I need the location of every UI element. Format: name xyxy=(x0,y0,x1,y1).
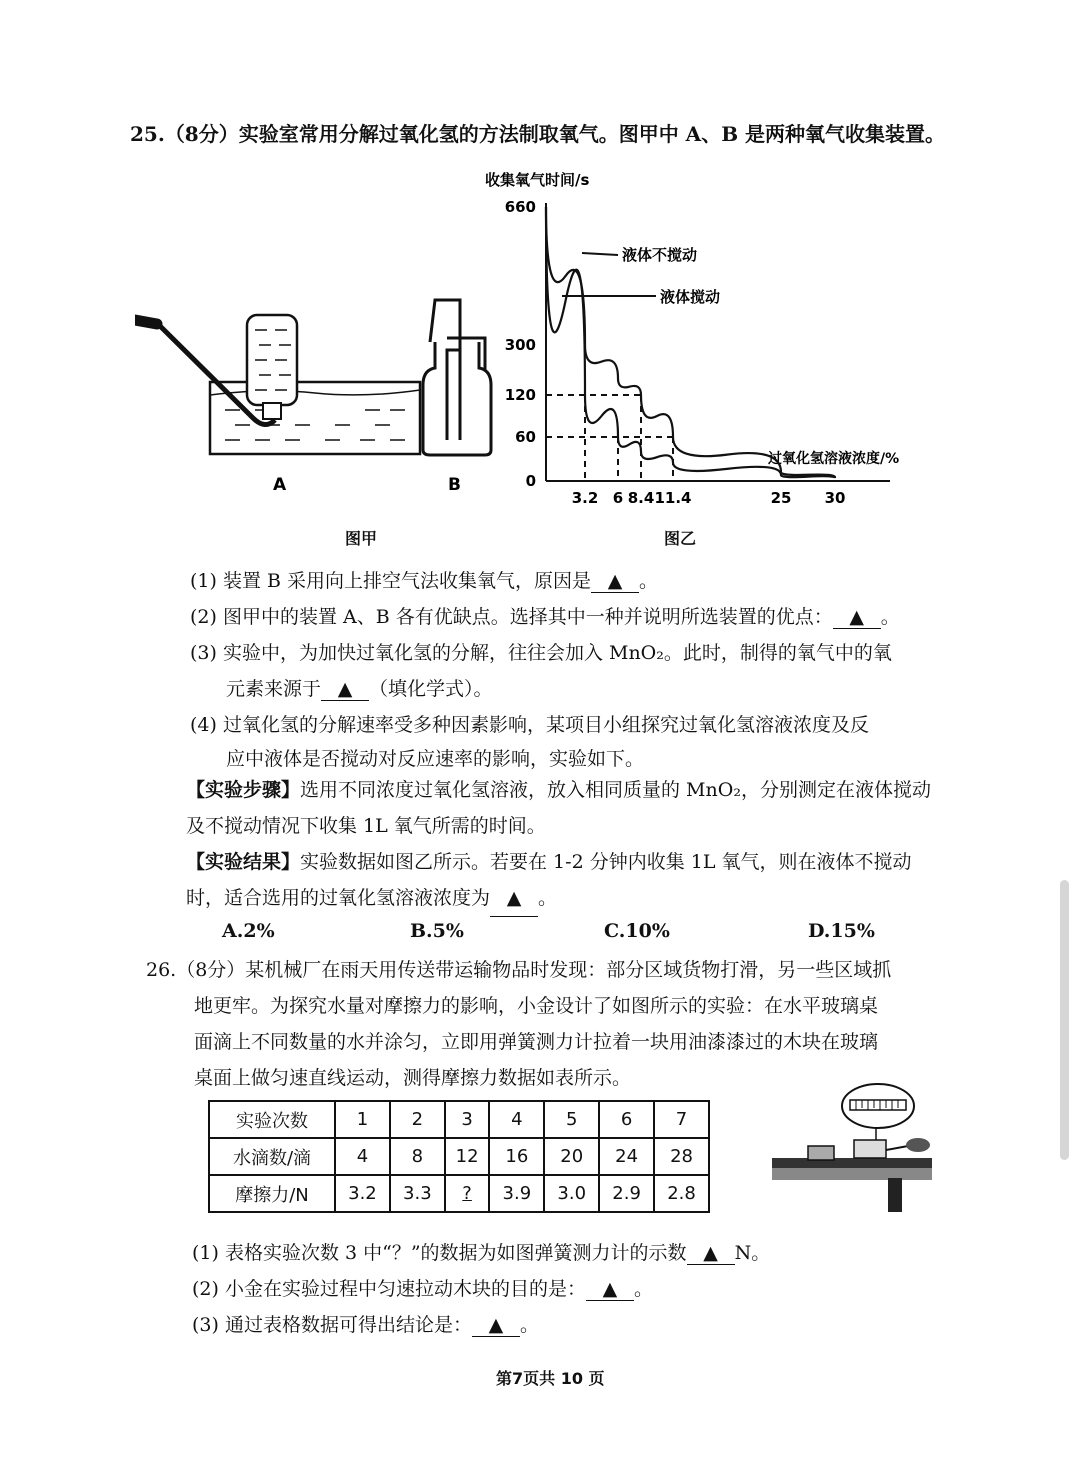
y-axis-label: 收集氧气时间/s xyxy=(485,171,590,189)
q25-item-3-line1: (3) 实验中，为加快过氧化氢的分解，往往会加入 MnO₂。此时，制得的氧气中的氧 xyxy=(190,642,892,664)
table-cell: 3.0 xyxy=(544,1175,599,1212)
table-cell: 4 xyxy=(489,1101,544,1138)
q25-title: 25.（8分）实验室常用分解过氧化氢的方法制取氧气。图甲中 A、B 是两种氧气收集装置。 xyxy=(130,122,946,146)
series-leader-line xyxy=(582,253,618,255)
series-label: 液体搅动 xyxy=(660,288,721,306)
table-cell: 3 xyxy=(445,1101,490,1138)
q26-intro-line4: 桌面上做匀速直线运动，测得摩擦力数据如表所示。 xyxy=(194,1067,632,1089)
answer-blank[interactable]: ▲ xyxy=(591,570,639,593)
q25-item-2: (2) 图甲中的装置 A、B 各有优缺点。选择其中一种并说明所选装置的优点： ▲ 。 xyxy=(190,606,900,628)
experiment-results: 【实验结果】实验数据如图乙所示。若要在 1-2 分钟内收集 1L 氧气，则在液体不搅动时，适合选用的过氧化氢溶液浓度为 ▲ 。 xyxy=(186,844,946,917)
y-tick-label: 120 xyxy=(504,386,536,404)
y-tick-label: 300 xyxy=(504,336,536,354)
apparatus-a xyxy=(135,315,420,454)
option-d[interactable]: D.15% xyxy=(808,920,875,942)
option-c[interactable]: C.10% xyxy=(604,920,670,942)
answer-blank[interactable]: ▲ xyxy=(490,880,538,917)
table-row xyxy=(209,1138,709,1175)
x-tick-label: 3.2 xyxy=(571,489,599,507)
q26-item-2: (2) 小金在实验过程中匀速拉动木块的目的是： ▲ 。 xyxy=(192,1278,653,1300)
table-cell: 2 xyxy=(390,1101,445,1138)
table-cell: 3.2 xyxy=(335,1175,390,1212)
table-cell: ? xyxy=(445,1175,490,1212)
table-row xyxy=(209,1101,709,1138)
q26-intro-line3: 面滴上不同数量的水并涂匀，立即用弹簧测力计拉着一块用油漆漆过的木块在玻璃 xyxy=(194,1031,879,1053)
y-tick-label: 60 xyxy=(515,428,536,446)
answer-blank[interactable]: ▲ xyxy=(586,1278,634,1301)
apparatus-b-label: B xyxy=(448,475,461,495)
table-cell: 6 xyxy=(599,1101,654,1138)
figure-yi-chart xyxy=(480,165,950,515)
table-cell: 1 xyxy=(335,1101,390,1138)
series-label: 液体不搅动 xyxy=(622,246,698,264)
q25-item-4-line2: 应中液体是否搅动对反应速率的影响，实验如下。 xyxy=(226,748,645,770)
table-cell: 16 xyxy=(489,1138,544,1175)
x-tick-label: 8.4 xyxy=(627,489,655,507)
spring-balance-setup xyxy=(768,1078,948,1213)
table-cell: 12 xyxy=(445,1138,490,1175)
answer-blank[interactable]: ▲ xyxy=(472,1314,520,1337)
friction-table xyxy=(208,1100,710,1213)
spring-balance-dial xyxy=(842,1084,914,1140)
table-cell: 2.8 xyxy=(654,1175,709,1212)
figure-yi-caption: 图乙 xyxy=(664,529,697,548)
q25-item-3-line2: 元素来源于 ▲ （填化学式）。 xyxy=(226,678,493,700)
figure-jia-caption: 图甲 xyxy=(345,529,378,548)
table-row xyxy=(209,1175,709,1212)
table-cell: 3.9 xyxy=(489,1175,544,1212)
table-cell: 水滴数/滴 xyxy=(209,1138,335,1175)
option-a[interactable]: A.2% xyxy=(222,920,275,942)
table-cell: 3.3 xyxy=(390,1175,445,1212)
table-cell: 7 xyxy=(654,1101,709,1138)
table-cell: 摩擦力/N xyxy=(209,1175,335,1212)
q25-item-1: (1) 装置 B 采用向上排空气法收集氧气，原因是 ▲ 。 xyxy=(190,570,659,592)
glass-table xyxy=(772,1138,932,1212)
apparatus-a-label: A xyxy=(273,475,287,495)
answer-blank[interactable]: ▲ xyxy=(687,1242,735,1265)
answer-blank[interactable]: ▲ xyxy=(833,606,881,629)
table-cell: 4 xyxy=(335,1138,390,1175)
y-tick-label: 660 xyxy=(504,198,536,216)
page-footer: 第7页共 10 页 xyxy=(496,1369,605,1388)
table-cell: 5 xyxy=(544,1101,599,1138)
table-cell: 实验次数 xyxy=(209,1101,335,1138)
q26-intro-line1: 26.（8分）某机械厂在雨天用传送带运输物品时发现：部分区域货物打滑，另一些区域抓 xyxy=(146,959,892,981)
experiment-steps: 【实验步骤】选用不同浓度过氧化氢溶液，放入相同质量的 MnO₂，分别测定在液体搅动及不搅动情况下收集 1L 氧气所需的时间。 xyxy=(186,779,931,837)
x-tick-label: 6 xyxy=(612,489,624,507)
answer-blank[interactable]: ▲ xyxy=(321,678,369,701)
scrollbar[interactable] xyxy=(1060,880,1069,1160)
x-tick-label: 11.4 xyxy=(654,489,692,507)
table-cell: 20 xyxy=(544,1138,599,1175)
q26-intro-line2: 地更牢。为探究水量对摩擦力的影响，小金设计了如图所示的实验：在水平玻璃桌 xyxy=(194,995,879,1017)
y-tick-label: 0 xyxy=(525,472,536,490)
q25-item-4-line1: (4) 过氧化氢的分解速率受多种因素影响，某项目小组探究过氧化氢溶液浓度及反 xyxy=(190,714,869,736)
table-cell: 24 xyxy=(599,1138,654,1175)
table-cell: 2.9 xyxy=(599,1175,654,1212)
x-tick-label: 25 xyxy=(770,489,792,507)
x-axis-label: 过氧化氢溶液浓度/% xyxy=(768,451,900,467)
figure-jia xyxy=(135,290,515,550)
x-tick-label: 30 xyxy=(824,489,846,507)
option-b[interactable]: B.5% xyxy=(410,920,464,942)
table-cell: 28 xyxy=(654,1138,709,1175)
q26-item-3: (3) 通过表格数据可得出结论是： ▲ 。 xyxy=(192,1314,539,1336)
q26-item-1: (1) 表格实验次数 3 中“？”的数据为如图弹簧测力计的示数 ▲ N。 xyxy=(192,1242,771,1264)
table-cell: 8 xyxy=(390,1138,445,1175)
